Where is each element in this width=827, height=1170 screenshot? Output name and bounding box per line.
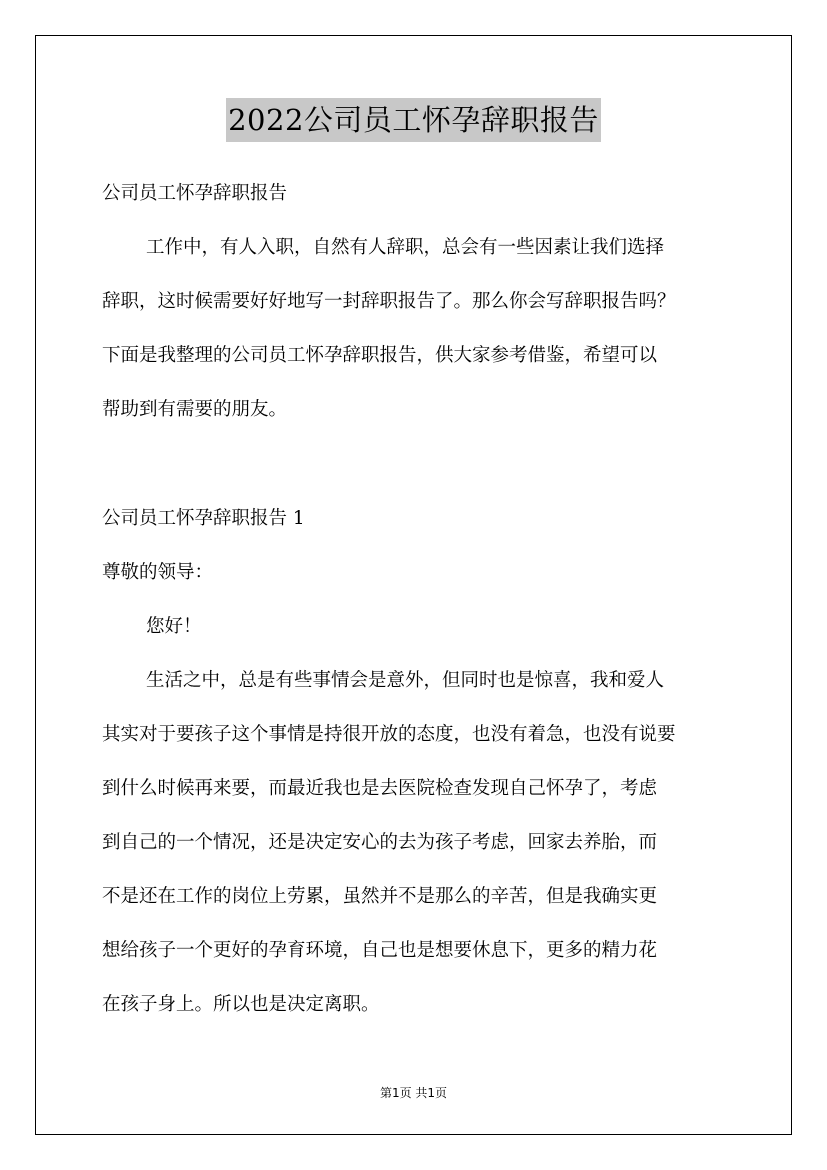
page-footer (0, 1084, 827, 1101)
page-number-label: 第1页 共1页 (379, 1086, 448, 1100)
intro-line: 辞职，这时候需要好好地写一封辞职报告了。那么你会写辞职报告吗？ (102, 291, 676, 312)
body-line: 想给孩子一个更好的孕育环境，自己也是想要休息下，更多的精力花 (102, 940, 658, 961)
intro-line: 下面是我整理的公司员工怀孕辞职报告，供大家参考借鉴，希望可以 (102, 345, 658, 366)
subtitle: 公司员工怀孕辞职报告 (102, 183, 288, 204)
body-line: 不是还在工作的岗位上劳累，虽然并不是那么的辛苦，但是我确实更 (102, 886, 658, 907)
salutation: 尊敬的领导： (102, 562, 214, 583)
body-line: 到什么时候再来要，而最近我也是去医院检查发现自己怀孕了，考虑 (102, 778, 658, 799)
greeting: 您好！ (146, 616, 202, 637)
intro-line: 工作中，有人入职，自然有人辞职，总会有一些因素让我们选择 (146, 237, 665, 258)
section-heading: 公司员工怀孕辞职报告 1 (102, 508, 305, 529)
body-line: 在孩子身上。所以也是决定离职。 (102, 994, 380, 1015)
title-container (0, 98, 827, 142)
document-title: 2022公司员工怀孕辞职报告 (226, 98, 601, 142)
intro-line: 帮助到有需要的朋友。 (102, 399, 288, 420)
body-line: 到自己的一个情况，还是决定安心的去为孩子考虑，回家去养胎，而 (102, 832, 658, 853)
body-line: 其实对于要孩子这个事情是持很开放的态度，也没有着急，也没有说要 (102, 724, 676, 745)
body-line: 生活之中，总是有些事情会是意外，但同时也是惊喜，我和爱人 (146, 670, 665, 691)
